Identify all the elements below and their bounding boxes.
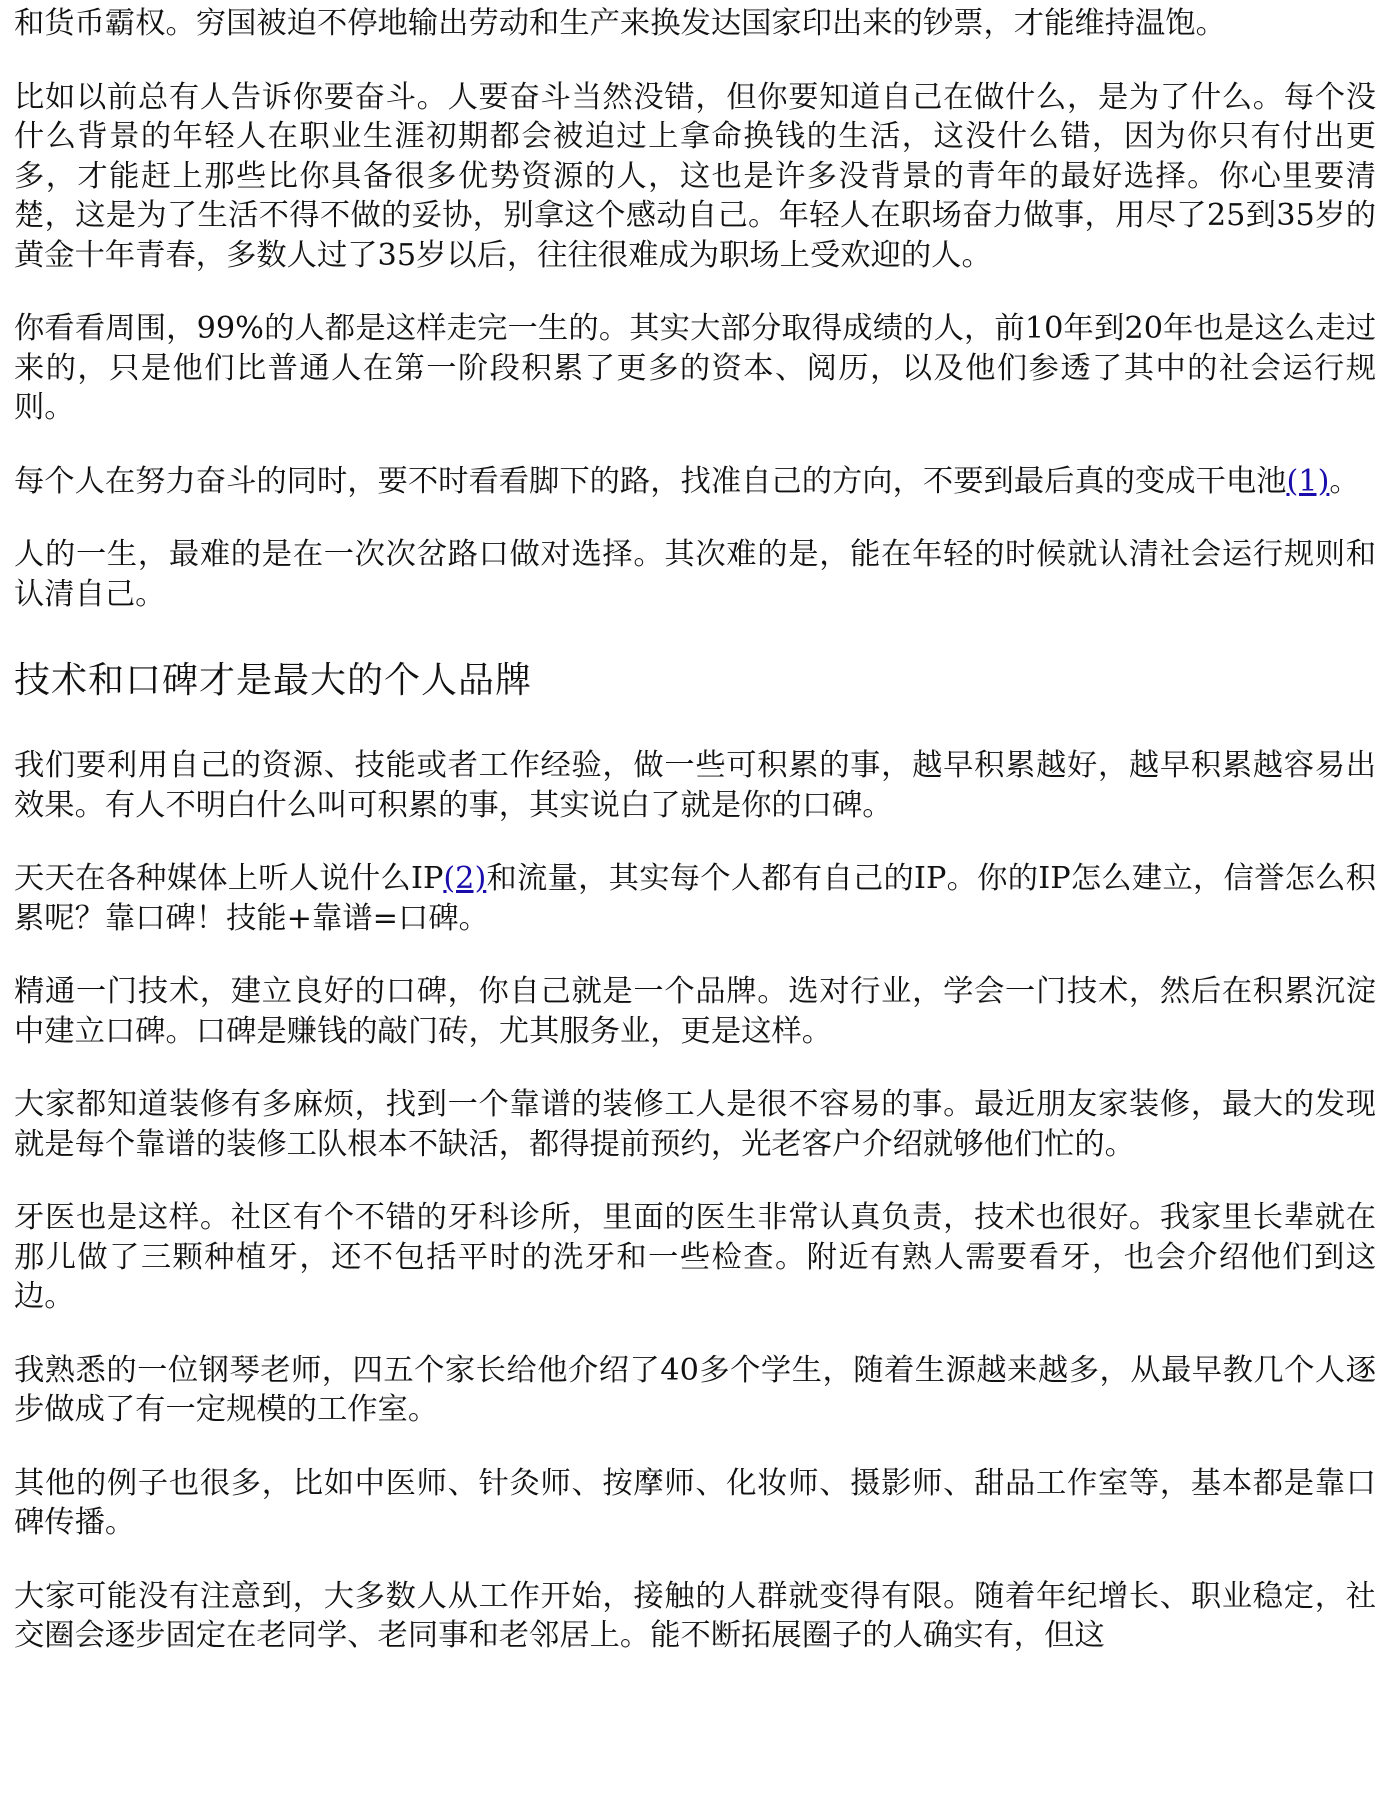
paragraph-social-circle: 大家可能没有注意到，大多数人从工作开始，接触的人群就变得有限。随着年纪增长、职业稳定，社交圈会逐步固定在老同学、老同事和老邻居上。能不断拓展圈子的人确实有，但这 [14, 1578, 1376, 1653]
paragraph-other-examples: 其他的例子也很多，比如中医师、针灸师、按摩师、化妆师、摄影师、甜品工作室等，基本都是靠口碑传播。 [14, 1465, 1376, 1540]
paragraph-crossroads: 人的一生，最难的是在一次次岔路口做对选择。其次难的是，能在年轻的时候就认清社会运行规则和认清自己。 [14, 537, 1376, 612]
paragraph-accumulate: 我们要利用自己的资源、技能或者工作经验，做一些可积累的事，越早积累越好，越早积累越容易出效果。有人不明白什么叫可积累的事，其实说白了就是你的口碑。 [14, 748, 1376, 823]
paragraph-text: 。 [1329, 463, 1360, 499]
document-page [14, 0, 1376, 1656]
paragraph-text: 天天在各种媒体上听人说什么IP [14, 861, 444, 896]
paragraph-renovation: 大家都知道装修有多麻烦，找到一个靠谱的装修工人是很不容易的事。最近朋友家装修，最大的发现就是每个靠谱的装修工队根本不缺活，都得提前预约，光老客户介绍就够他们忙的。 [14, 1087, 1376, 1162]
section-heading: 技术和口碑才是最大的个人品牌 [14, 660, 533, 701]
paragraph-ip [14, 859, 1376, 938]
paragraph-dry-battery [14, 462, 1376, 502]
paragraph-brand: 精通一门技术，建立良好的口碑，你自己就是一个品牌。选对行业，学会一门技术，然后在积累沉淀中建立口碑。口碑是赚钱的敲门砖，尤其服务业，更是这样。 [14, 974, 1376, 1049]
paragraph-text: 每个人在努力奋斗的同时，要不时看看脚下的路，找准自己的方向，不要到最后真的变成干电池 [14, 463, 1287, 499]
paragraph-struggle: 比如以前总有人告诉你要奋斗。人要奋斗当然没错，但你要知道自己在做什么，是为了什么。每个没什么背景的年轻人在职业生涯初期都会被迫过上拿命换钱的生活，这没什么错，因为你只有付出更多，才能赶上那些比你具备很多优势资源的人，这也是许多没背景的青年的最好选择。你心里要清楚，这是为了生活不得不做的妥协，别拿这个感动自己。年轻人在职场奋力做事，用尽了25到35岁的黄金十年青春，多数人过了35岁以后，往往很难成为职场上受欢迎的人。 [14, 79, 1376, 273]
paragraph-ninety-nine-percent: 你看看周围，99%的人都是这样走完一生的。其实大部分取得成绩的人，前10年到20年也是这么走过来的，只是他们比普通人在第一阶段积累了更多的资本、阅历，以及他们参透了其中的社会运行规则。 [14, 311, 1376, 425]
paragraph-currency-hegemony: 和货币霸权。穷国被迫不停地输出劳动和生产来换发达国家印出来的钞票，才能维持温饱。 [14, 6, 1226, 41]
paragraph-piano-teacher: 我熟悉的一位钢琴老师，四五个家长给他介绍了40多个学生，随着生源越来越多，从最早教几个人逐步做成了有一定规模的工作室。 [14, 1352, 1376, 1427]
footnote-link-1[interactable]: (1) [1286, 463, 1330, 499]
footnote-link-2[interactable]: (2) [443, 861, 487, 896]
paragraph-dentist: 牙医也是这样。社区有个不错的牙科诊所，里面的医生非常认真负责，技术也很好。我家里长辈就在那儿做了三颗种植牙，还不包括平时的洗牙和一些检查。附近有熟人需要看牙，也会介绍他们到这边。 [14, 1200, 1376, 1314]
paragraph-text: 和流量，其实每个人都有自己的IP。你的IP怎么建立，信誉怎么积累呢？靠口碑！技能+靠谱=口碑。 [14, 861, 1376, 936]
